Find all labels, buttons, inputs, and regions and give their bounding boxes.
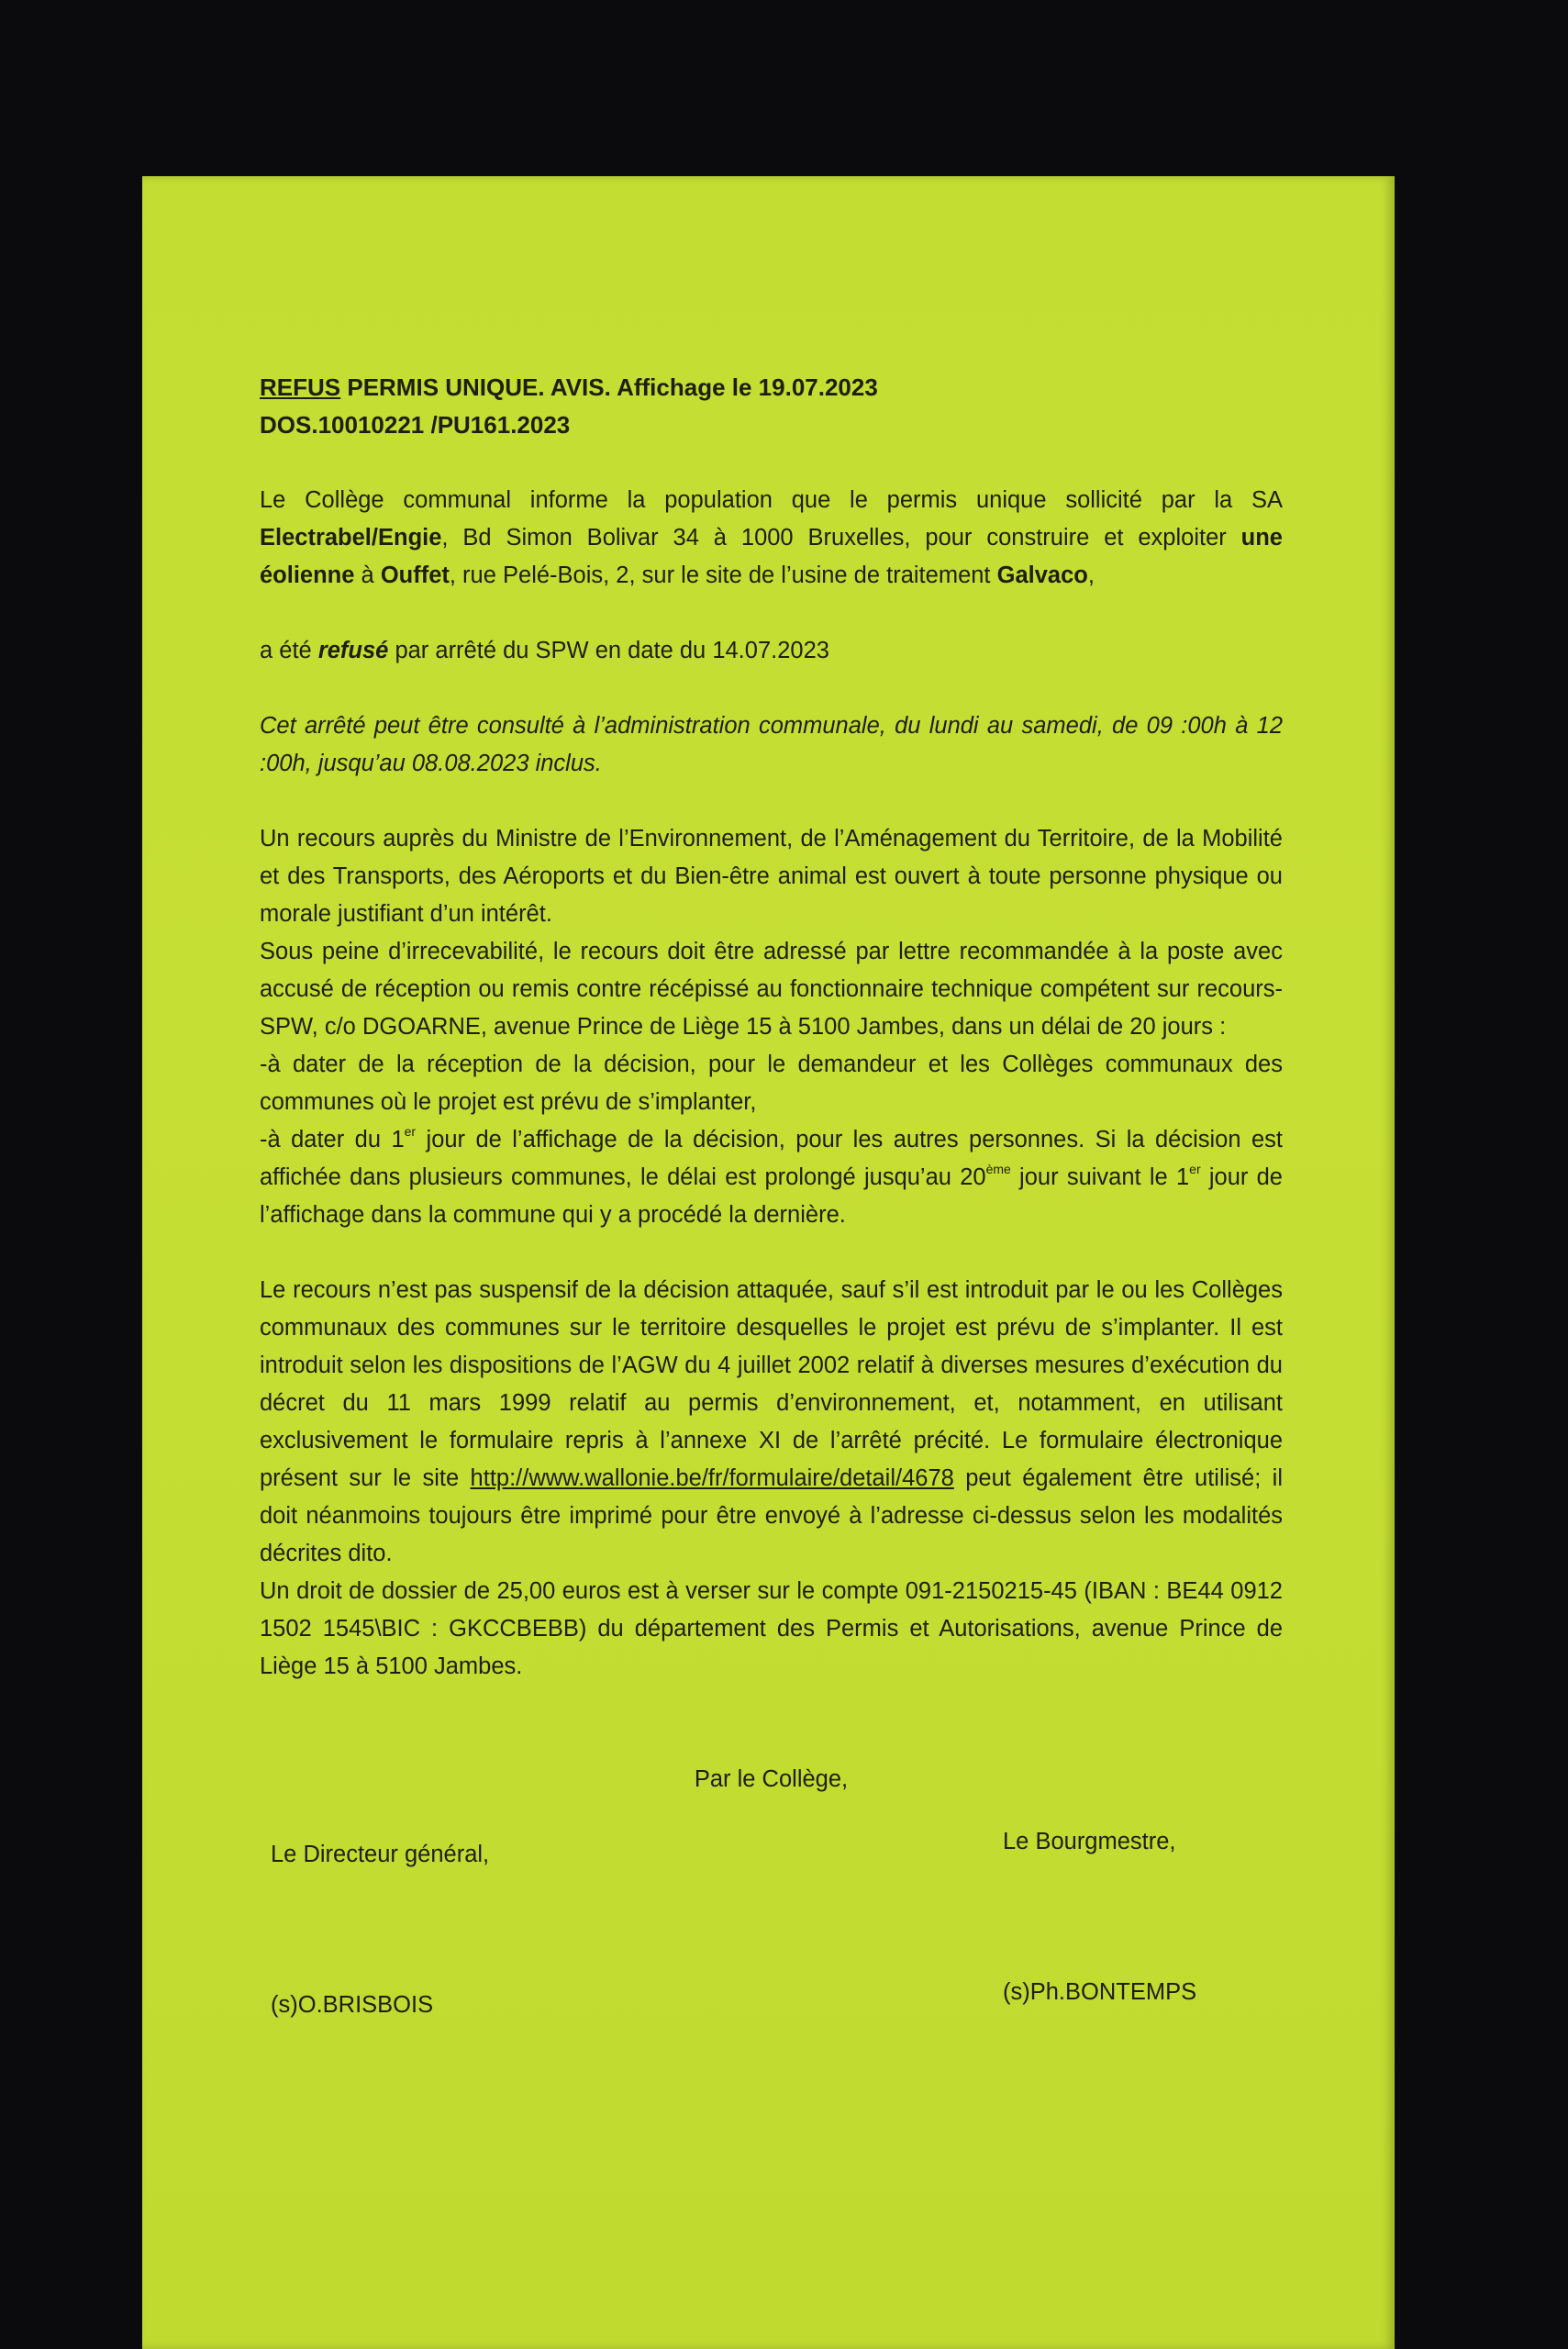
intro-text-1: Le Collège communal informe la population que le permis unique sollicité par la SA [260, 487, 1283, 513]
heading-refus: REFUS [260, 373, 341, 401]
heading-line-1 [260, 369, 1283, 406]
notice-heading [260, 369, 1283, 444]
notice-content [260, 369, 1283, 2042]
appeal-text-b: jour de l’affichage de la décision, pour les autres personnes. Si la décision est affichée dans plusieurs communes, le délai est prolongé jusqu’au 20 [260, 1127, 1283, 1190]
intro-text-2: , Bd Simon Bolivar 34 à 1000 Bruxelles, pour construire et exploiter [441, 525, 1241, 551]
par-le-college: Par le Collège, [694, 1766, 849, 1792]
intro-paragraph [260, 482, 1283, 595]
suspension-text-b: peut également être utilisé; il doit néanmoins toujours être imprimé pour être envoyé à l’adresse ci-dessus selon les modalités décrites dito. [260, 1465, 1283, 1566]
appeal-text-a: -à dater du 1 [260, 1127, 405, 1152]
project-location: Ouffet [380, 562, 450, 588]
decision-text-1: a été [260, 638, 318, 663]
superscript-er: er [404, 1124, 417, 1139]
decision-paragraph [260, 632, 1283, 670]
intro-text-3: à [354, 562, 381, 588]
bourgmestre-signature: (s)Ph.BONTEMPS [1003, 1979, 1197, 2005]
suspension-text-a: Le recours n’est pas suspensif de la décision attaquée, sauf s’il est introduit par le ou les Collèges communaux des communes sur le territoire desquelles le projet est prévu de s’implanter. Il est introduit selon les dispositions de l’AGW du 4 juillet 2002 relatif à diverses mesures d’exécution du décret du 11 mars 1999 relatif au permis d’environnement, et, notamment, en utilisant exclusivement le formulaire repris à l’annexe XI de l’arrêté précité. Le formulaire électronique présent sur le site [260, 1277, 1283, 1491]
superscript-eme: ème [985, 1162, 1011, 1176]
signatory-names [260, 1979, 1283, 2042]
appeal-text-d: jour de l’affichage dans la commune qui y a procédé la dernière. [260, 1164, 1283, 1228]
appeal-paragraph-1: Un recours auprès du Ministre de l’Environnement, de l’Aménagement du Territoire, de la Mobilité et des Transports, des Aéroports et du Bien-être animal est ouvert à toute personne physique ou morale justifiant d’un intérêt. [260, 826, 1283, 927]
site-name: Galvaco [996, 562, 1088, 588]
directeur-signature: (s)O.BRISBOIS [271, 1992, 434, 2018]
directeur-title: Le Directeur général, [271, 1842, 490, 1867]
superscript-er-2: er [1189, 1162, 1201, 1176]
heading-dossier-ref: DOS.10010221 /PU161.2023 [260, 411, 571, 439]
appeal-paragraph-4 [260, 1121, 1283, 1234]
decision-refuse: refusé [317, 638, 389, 663]
heading-title: PERMIS UNIQUE. AVIS. Affichage le 19.07.2023 [340, 373, 878, 401]
suspension-paragraph [260, 1272, 1283, 1573]
consultation-paragraph: Cet arrêté peut être consulté à l’administration communale, du lundi au samedi, de 09 :00h à 12 :00h, jusqu’au 08.08.2023 inclus. [260, 713, 1283, 776]
signatory-titles [260, 1829, 1283, 1911]
appeal-paragraph-2: Sous peine d’irrecevabilité, le recours doit être adressé par lettre recommandée à la poste avec accusé de réception ou remis contre récépissé au fonctionnaire technique compétent sur recours-SPW, c/o DGOARNE, avenue Prince de Liège 15 à 5100 Jambes, dans un délai de 20 jours : [260, 939, 1283, 1040]
applicant-name: Electrabel/Engie [260, 525, 442, 551]
bourgmestre-title: Le Bourgmestre, [1003, 1829, 1176, 1854]
fee-paragraph: Un droit de dossier de 25,00 euros est à verser sur le compte 091-2150215-45 (IBAN : BE44 0912 1502 1545\BIC : GKCCBEBB) du département des Permis et Autorisations, avenue Prince de Liège 15 à 5100 Jambes. [260, 1578, 1283, 1679]
notice-sheet [142, 176, 1395, 2349]
appeal-paragraph-3: -à dater de la réception de la décision, pour le demandeur et les Collèges communaux des communes où le projet est prévu de s’implanter, [260, 1052, 1283, 1115]
project-object: une éolienne [260, 525, 1283, 588]
intro-text-5: , [1087, 562, 1095, 588]
appeal-text-c: jour suivant le 1 [1010, 1164, 1190, 1190]
intro-text-4: , rue Pelé-Bois, 2, sur le site de l’usine de traitement [449, 562, 997, 588]
decision-text-2: par arrêté du SPW en date du 14.07.2023 [388, 638, 829, 663]
form-link[interactable]: http://www.wallonie.be/fr/formulaire/detail/4678 [470, 1465, 954, 1491]
